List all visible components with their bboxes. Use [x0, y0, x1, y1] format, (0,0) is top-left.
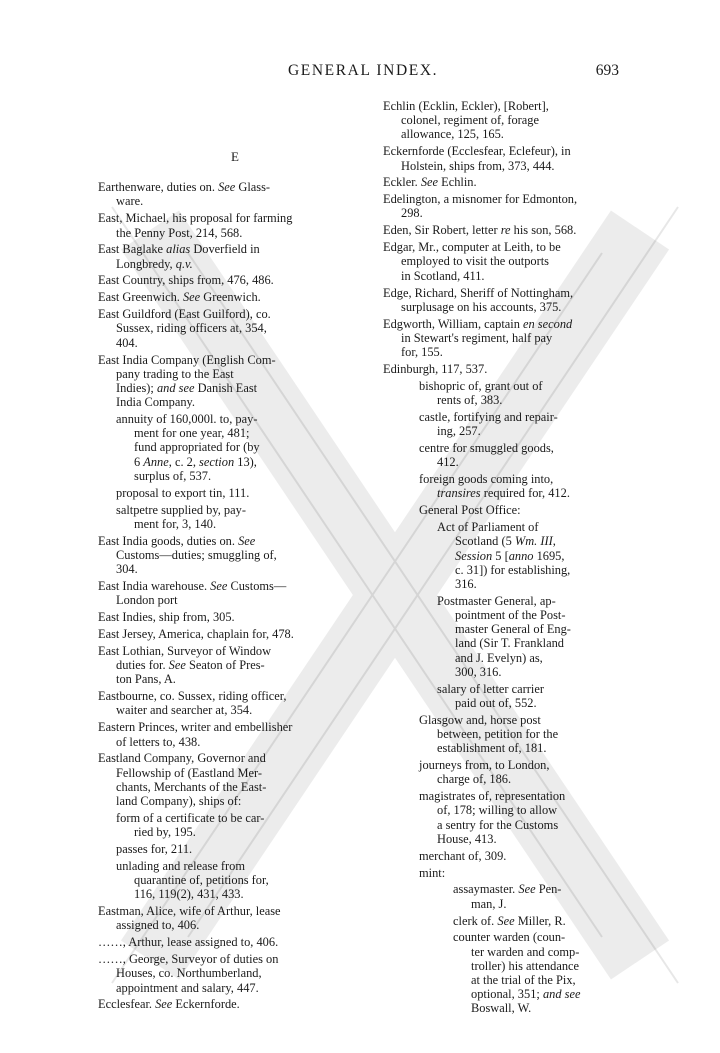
right-column — [383, 99, 627, 1018]
index-line: man, J. — [471, 896, 507, 911]
index-line: Eastman, Alice, wife of Arthur, lease — [98, 904, 281, 919]
left-entry — [98, 952, 372, 995]
right-entries — [383, 99, 627, 1016]
index-line: East Indies, ship from, 305. — [98, 610, 235, 625]
right-entry — [383, 503, 627, 517]
right-entry — [383, 286, 627, 314]
index-line: merchant of, 309. — [419, 848, 507, 863]
index-line: the Penny Post, 214, 568. — [116, 225, 243, 240]
index-line: Echlin (Ecklin, Eckler), [Robert], — [383, 99, 549, 113]
index-line: charge of, 186. — [437, 772, 512, 787]
right-entry — [383, 192, 627, 220]
index-line: ……, George, Surveyor of duties on — [98, 952, 279, 967]
right-entry — [383, 849, 627, 863]
index-line: assigned to, 406. — [116, 918, 200, 933]
index-line: Eastern Princes, writer and embellisher — [98, 720, 293, 735]
left-column — [98, 98, 372, 1014]
index-line: Customs—duties; smuggling of, — [116, 547, 277, 562]
index-line: mint: — [419, 865, 446, 880]
index-line: quarantine of, petitions for, — [134, 873, 269, 888]
right-entry — [383, 758, 627, 786]
index-line: East Guildford (East Guilford), co. — [98, 307, 271, 322]
index-line: Glasgow and, horse post — [419, 712, 541, 727]
right-entry — [383, 930, 627, 1015]
index-line: East Baglake alias Doverfield in — [98, 242, 260, 257]
left-entry — [98, 842, 372, 856]
index-line: for, 155. — [401, 345, 443, 360]
right-entry — [383, 240, 627, 283]
index-line: India Company. — [116, 395, 196, 410]
index-line: land (Sir T. Frankland — [455, 636, 564, 651]
left-entry — [98, 307, 372, 350]
index-line: of, 178; willing to allow — [437, 803, 558, 818]
index-line: East Country, ships from, 476, 486. — [98, 273, 274, 288]
index-line: Edgar, Mr., computer at Leith, to be — [383, 240, 561, 255]
left-entry — [98, 859, 372, 902]
index-line: between, petition for the — [437, 727, 559, 742]
index-line: Eckler. See Echlin. — [383, 175, 477, 190]
index-line: unlading and release from — [116, 858, 246, 873]
index-line: Fellowship of (Eastland Mer- — [116, 765, 263, 780]
index-line: Scotland (5 Wm. III, — [455, 534, 556, 549]
left-entry — [98, 689, 372, 717]
index-line: House, 413. — [437, 831, 497, 846]
index-line: bishopric of, grant out of — [419, 378, 543, 393]
index-line: Eden, Sir Robert, letter re his son, 568. — [383, 223, 577, 238]
left-entry — [98, 904, 372, 932]
index-line: surplusage on his accounts, 375. — [401, 299, 562, 314]
right-entry — [383, 379, 627, 407]
right-entry — [383, 472, 627, 500]
index-line: ried by, 195. — [134, 825, 196, 840]
index-line: paid out of, 552. — [455, 695, 537, 710]
left-entry — [98, 720, 372, 748]
index-line: ment for one year, 481; — [134, 426, 250, 441]
index-line: clerk of. See Miller, R. — [453, 913, 566, 928]
index-line: Longbredy, q.v. — [116, 256, 193, 271]
left-entry — [98, 811, 372, 839]
index-line: 298. — [401, 206, 423, 221]
index-line: Session 5 [anno 1695, — [455, 548, 565, 563]
index-line: and J. Evelyn) as, — [455, 650, 543, 665]
index-line: appointment and salary, 447. — [116, 980, 259, 995]
index-line: ter warden and comp- — [471, 944, 580, 959]
index-line: employed to visit the outports — [401, 254, 549, 269]
right-entry — [383, 914, 627, 928]
right-entry — [383, 410, 627, 438]
index-line: journeys from, to London, — [419, 758, 550, 773]
index-line: 304. — [116, 562, 138, 577]
index-line: ton Pans, A. — [116, 672, 176, 687]
index-line: 6 Anne, c. 2, section 13), — [134, 454, 257, 469]
left-entry — [98, 997, 372, 1011]
index-line: Edinburgh, 117, 537. — [383, 361, 488, 376]
index-line: waiter and searcher at, 354. — [116, 703, 253, 718]
index-line: transires required for, 412. — [437, 486, 570, 501]
right-entry — [383, 882, 627, 910]
index-line: surplus of, 537. — [134, 468, 212, 483]
left-entry — [98, 290, 372, 304]
left-entries — [98, 180, 372, 1011]
running-header — [0, 62, 720, 84]
index-line: Eastland Company, Governor and — [98, 751, 266, 766]
index-line: Sussex, riding officers at, 354, — [116, 321, 267, 336]
right-entry — [383, 682, 627, 710]
index-line: troller) his attendance — [471, 958, 580, 973]
index-line: ing, 257. — [437, 424, 481, 439]
index-line: rents of, 383. — [437, 393, 503, 408]
index-line: at the trial of the Pix, — [471, 973, 576, 988]
index-line: centre for smuggled goods, — [419, 441, 554, 456]
index-line: foreign goods coming into, — [419, 472, 554, 487]
index-line: Indies); and see Danish East — [116, 380, 258, 395]
page-number: 693 — [595, 62, 619, 79]
index-line: passes for, 211. — [116, 842, 193, 856]
index-line: Edelington, a misnomer for Edmonton, — [383, 192, 578, 207]
right-entry — [383, 99, 627, 142]
index-line: proposal to export tin, 111. — [116, 485, 250, 500]
right-entry — [383, 175, 627, 189]
index-line: annuity of 160,000l. to, pay- — [116, 412, 258, 427]
left-entry — [98, 486, 372, 500]
index-line: ment for, 3, 140. — [134, 516, 217, 531]
left-entry — [98, 273, 372, 287]
left-entry — [98, 353, 372, 410]
right-entry — [383, 866, 627, 880]
left-entry — [98, 644, 372, 687]
index-line: Holstein, ships from, 373, 444. — [401, 158, 555, 173]
index-line: 300, 316. — [455, 664, 502, 679]
right-entry — [383, 144, 627, 172]
right-entry — [383, 520, 627, 591]
index-line: establishment of, 181. — [437, 741, 547, 756]
index-line: ……, Arthur, lease assigned to, 406. — [98, 935, 279, 950]
right-entry — [383, 789, 627, 846]
index-line: Earthenware, duties on. See Glass- — [98, 180, 271, 195]
index-line: Edgworth, William, captain en second — [383, 316, 573, 331]
index-line: in Scotland, 411. — [401, 268, 485, 283]
index-line: ware. — [116, 194, 144, 209]
left-entry — [98, 610, 372, 624]
index-line: master General of Eng- — [455, 622, 571, 637]
index-line: Houses, co. Northumberland, — [116, 966, 262, 981]
index-line: Act of Parliament of — [437, 520, 539, 535]
right-entry — [383, 317, 627, 360]
left-entry — [98, 211, 372, 239]
index-line: assaymaster. See Pen- — [453, 882, 562, 897]
left-entry — [98, 751, 372, 808]
index-line: chants, Merchants of the East- — [116, 779, 267, 794]
index-line: Ecclesfear. See Eckernforde. — [98, 997, 240, 1012]
index-line: in Stewart's regiment, half pay — [401, 330, 553, 345]
index-line: magistrates of, representation — [419, 789, 566, 804]
index-line: Edge, Richard, Sheriff of Nottingham, — [383, 285, 574, 300]
left-entry — [98, 412, 372, 483]
index-line: a sentry for the Customs — [437, 817, 559, 832]
index-line: 404. — [116, 335, 138, 350]
index-line: East India Company (English Com- — [98, 352, 276, 367]
index-line: fund appropriated for (by — [134, 440, 260, 455]
index-line: 412. — [437, 455, 459, 470]
index-line: General Post Office: — [419, 503, 521, 518]
index-line: pointment of the Post- — [455, 608, 566, 623]
left-entry — [98, 935, 372, 949]
index-line: East India warehouse. See Customs— — [98, 579, 287, 594]
left-entry — [98, 627, 372, 641]
index-line: counter warden (coun- — [453, 930, 566, 945]
index-line: Eckernforde (Ecclesfear, Eclefeur), in — [383, 144, 571, 159]
index-line: Postmaster General, ap- — [437, 593, 556, 608]
index-line: East, Michael, his proposal for farming — [98, 211, 293, 226]
index-line: 316. — [455, 576, 477, 591]
section-letter: E — [231, 149, 239, 164]
index-line: East Jersey, America, chaplain for, 478. — [98, 627, 294, 642]
left-entry — [98, 534, 372, 577]
index-line: allowance, 125, 165. — [401, 127, 504, 142]
index-line: duties for. See Seaton of Pres- — [116, 658, 265, 673]
index-line: salary of letter carrier — [437, 681, 544, 696]
left-entry — [98, 503, 372, 531]
index-line: c. 31]) for establishing, — [455, 562, 571, 577]
right-entry — [383, 223, 627, 237]
index-line: form of a certificate to be car- — [116, 810, 265, 825]
right-entry — [383, 362, 627, 376]
index-line: pany trading to the East — [116, 366, 234, 381]
index-line: 116, 119(2), 431, 433. — [134, 887, 244, 902]
index-line: optional, 351; and see — [471, 987, 581, 1002]
index-line: saltpetre supplied by, pay- — [116, 502, 246, 517]
index-line: East India goods, duties on. See — [98, 533, 256, 548]
index-line: East Lothian, Surveyor of Window — [98, 643, 272, 658]
page-title: GENERAL INDEX. — [288, 62, 439, 79]
left-entry — [98, 579, 372, 607]
index-line: East Greenwich. See Greenwich. — [98, 290, 261, 305]
right-entry — [383, 713, 627, 756]
index-line: Boswall, W. — [471, 1001, 532, 1016]
right-entry — [383, 594, 627, 679]
index-line: of letters to, 438. — [116, 734, 201, 749]
left-entry — [98, 242, 372, 270]
right-entry — [383, 441, 627, 469]
index-line: land Company), ships of: — [116, 794, 242, 809]
left-entry — [98, 180, 372, 208]
index-line: castle, fortifying and repair- — [419, 409, 558, 424]
index-line: Eastbourne, co. Sussex, riding officer, — [98, 689, 287, 704]
index-line: colonel, regiment of, forage — [401, 113, 539, 128]
index-line: London port — [116, 593, 178, 608]
